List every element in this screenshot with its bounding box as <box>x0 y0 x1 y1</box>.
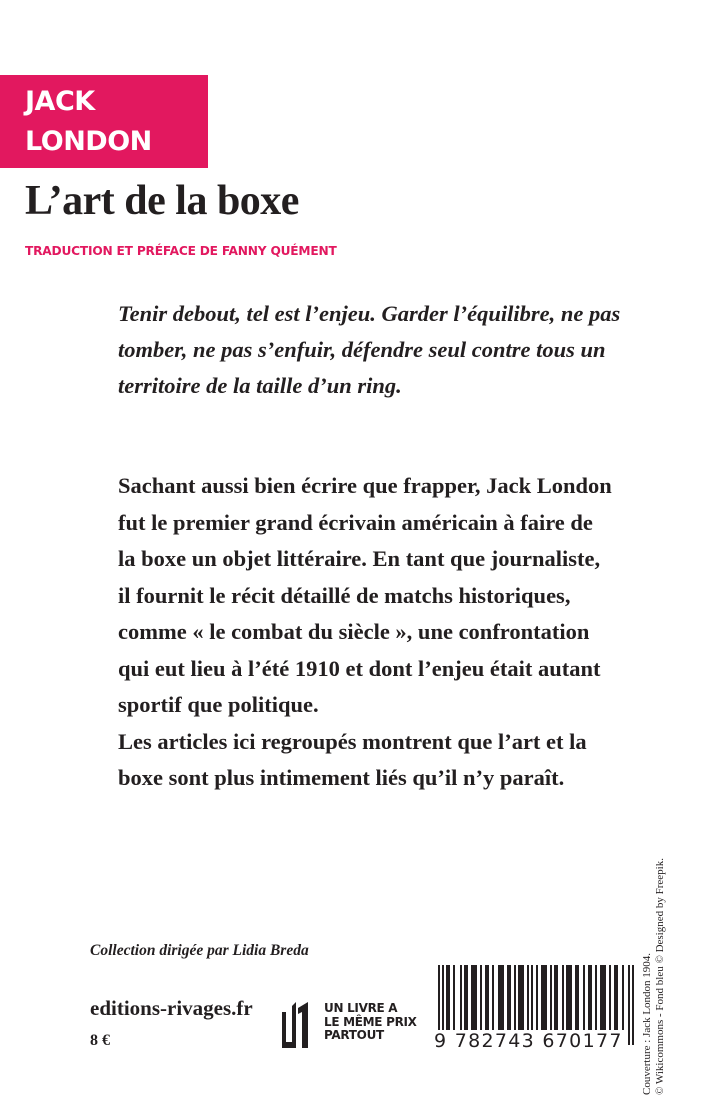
blurb-line: qui eut lieu à l’été 1910 et dont l’enjeu était autant <box>118 655 601 681</box>
publisher-website: editions-rivages.fr <box>90 996 253 1020</box>
blurb-line: Sachant aussi bien écrire que frapper, Jack London <box>118 473 612 498</box>
blurb-line: sportif que politique. <box>118 692 319 717</box>
quote-line: Tenir debout, tel est l’enjeu. Garder l’équilibre, ne pas <box>118 301 621 326</box>
livre-prix-unique-logo-icon <box>282 1002 308 1048</box>
credit-line: © Wikicommons - Fond bleu © Designed by Freepik. <box>654 858 666 1095</box>
prix-line: UN LIVRE A <box>324 1001 398 1015</box>
credit-line: Couverture : Jack London 1904. <box>641 952 653 1095</box>
book-title: L’art de la boxe <box>25 178 299 224</box>
collection-editor: Collection dirigée par Lidia Breda <box>90 942 309 959</box>
prix-line: LE MÊME PRIX <box>324 1014 417 1029</box>
blurb-line: comme « le combat du siècle », une confrontation <box>118 619 590 644</box>
blurb-line: Les articles ici regroupés montrent que l’art et la <box>118 728 587 754</box>
author-banner <box>0 75 208 168</box>
epigraph-quote <box>118 296 718 404</box>
blurb-line: boxe sont plus intimement liés qu’il n’y paraît. <box>118 765 565 790</box>
blurb-line: la boxe un objet littéraire. En tant que journaliste, <box>118 546 601 571</box>
blurb-line: il fournit le récit détaillé de matchs historiques, <box>118 582 571 608</box>
isbn-number: 9 782743 670177 <box>434 1030 623 1052</box>
cover-credits <box>641 858 667 1095</box>
prix-line: PARTOUT <box>324 1028 384 1042</box>
price: 8 € <box>90 1032 110 1049</box>
quote-line: tomber, ne pas s’enfuir, défendre seul contre tous un <box>118 337 606 362</box>
quote-line: territoire de la taille d’un ring. <box>118 373 402 398</box>
prix-unique-label <box>324 1002 417 1043</box>
author-first-name: JACK <box>25 86 95 117</box>
blurb-text <box>118 468 718 797</box>
blurb-line: fut le premier grand écrivain américain à faire de <box>118 509 593 535</box>
author-last-name: LONDON <box>25 126 152 157</box>
translator-credit: TRADUCTION ET PRÉFACE DE FANNY QUÉMENT <box>25 244 337 258</box>
